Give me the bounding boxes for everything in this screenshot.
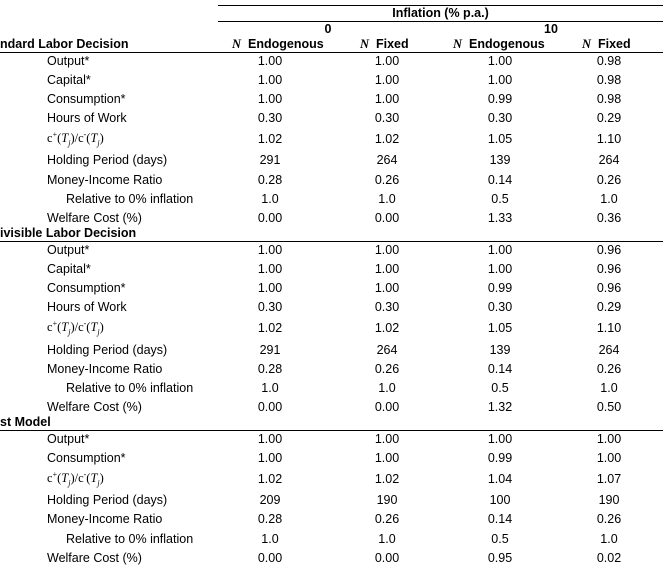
cell-value: 1.00 — [257, 281, 283, 295]
col-header-10-fixed: N Fixed — [582, 37, 631, 51]
cell-value: 1.0 — [261, 532, 279, 546]
ratio-label: $c^+(T_j)/c^-(T_j)$ — [47, 318, 104, 337]
cell-value: 1.00 — [596, 432, 622, 446]
row-label: Holding Period (days) — [47, 343, 168, 357]
cell-value: 1.00 — [257, 262, 283, 276]
inflation-10-header: 10 — [544, 22, 558, 36]
cell-value: 0.00 — [374, 400, 400, 414]
cell-value: 1.0 — [261, 381, 279, 395]
row-label: Welfare Cost (%) — [47, 211, 142, 225]
cell-value: 0.14 — [487, 362, 513, 376]
cell-value: 0.00 — [374, 211, 400, 225]
ratio-label: $c^+(T_j)/c^-(T_j)$ — [47, 129, 104, 148]
cell-value: 1.02 — [257, 321, 283, 335]
cell-value: 0.5 — [491, 381, 509, 395]
cell-value: 1.04 — [487, 472, 513, 486]
section-rule — [0, 241, 663, 242]
cell-value: 0.02 — [596, 551, 622, 565]
cell-value: 0.98 — [596, 54, 622, 68]
cell-value: 1.00 — [487, 73, 513, 87]
section-rule — [0, 52, 663, 53]
row-label: Welfare Cost (%) — [47, 551, 142, 565]
cell-value: 0.5 — [491, 192, 509, 206]
inflation-header: Inflation (% p.a.) — [392, 6, 489, 20]
cell-value: 1.00 — [257, 54, 283, 68]
cell-value: 0.14 — [487, 173, 513, 187]
row-label: Relative to 0% inflation — [66, 381, 194, 395]
cell-value: 0.96 — [596, 243, 622, 257]
ratio-label: $c^+(T_j)/c^-(T_j)$ — [47, 469, 104, 488]
cell-value: 1.0 — [378, 381, 396, 395]
cell-value: 1.00 — [487, 243, 513, 257]
cell-value: 1.32 — [487, 400, 513, 414]
cell-value: 1.00 — [374, 92, 400, 106]
col-header-0-endogenous: N Endogenous — [232, 37, 324, 51]
cell-value: 1.00 — [374, 451, 400, 465]
row-label: Output* — [47, 432, 90, 446]
cell-value: 0.26 — [596, 173, 622, 187]
row-label: Output* — [47, 243, 90, 257]
cell-value: 0.30 — [257, 111, 283, 125]
cell-value: 0.26 — [596, 362, 622, 376]
cell-value: 0.30 — [257, 300, 283, 314]
row-label: Money-Income Ratio — [47, 362, 163, 376]
cell-value: 0.98 — [596, 92, 622, 106]
row-label: Hours of Work — [47, 300, 127, 314]
cell-value: 190 — [376, 493, 398, 507]
cell-value: 1.00 — [374, 432, 400, 446]
cell-value: 0.30 — [374, 300, 400, 314]
cell-value: 0.50 — [596, 400, 622, 414]
row-label: Capital* — [47, 73, 91, 87]
cell-value: 1.00 — [257, 451, 283, 465]
cell-value: 0.99 — [487, 92, 513, 106]
cell-value: 0.28 — [257, 362, 283, 376]
cell-value: 209 — [259, 493, 281, 507]
cell-value: 0.36 — [596, 211, 622, 225]
cell-value: 190 — [598, 493, 620, 507]
cell-value: 1.02 — [257, 472, 283, 486]
cell-value: 1.0 — [378, 532, 396, 546]
cell-value: 1.10 — [596, 321, 622, 335]
section-title: ivisible Labor Decision — [0, 226, 137, 240]
cell-value: 0.26 — [374, 362, 400, 376]
cell-value: 1.00 — [487, 432, 513, 446]
cell-value: 0.29 — [596, 111, 622, 125]
cell-value: 1.05 — [487, 132, 513, 146]
cell-value: 1.0 — [600, 532, 618, 546]
cell-value: 1.0 — [600, 192, 618, 206]
cell-value: 139 — [489, 153, 511, 167]
cell-value: 1.07 — [596, 472, 622, 486]
cell-value: 0.96 — [596, 262, 622, 276]
cell-value: 1.00 — [374, 262, 400, 276]
cell-value: 0.98 — [596, 73, 622, 87]
cell-value: 1.33 — [487, 211, 513, 225]
cell-value: 1.00 — [374, 54, 400, 68]
cell-value: 0.5 — [491, 532, 509, 546]
section-title: st Model — [0, 415, 51, 429]
cell-value: 1.0 — [600, 381, 618, 395]
row-label: Consumption* — [47, 451, 126, 465]
row-label: Holding Period (days) — [47, 153, 168, 167]
cell-value: 1.0 — [378, 192, 396, 206]
cell-value: 1.00 — [374, 73, 400, 87]
row-label: Relative to 0% inflation — [66, 192, 194, 206]
cell-value: 1.00 — [487, 54, 513, 68]
cell-value: 0.95 — [487, 551, 513, 565]
col-header-10-endogenous: N Endogenous — [453, 37, 545, 51]
cell-value: 264 — [598, 343, 620, 357]
row-label: Output* — [47, 54, 90, 68]
inflation-0-header: 0 — [324, 22, 332, 36]
cell-value: 1.00 — [374, 281, 400, 295]
cell-value: 1.00 — [257, 243, 283, 257]
cell-value: 291 — [259, 153, 281, 167]
col-header-0-fixed: N Fixed — [360, 37, 409, 51]
cell-value: 1.00 — [487, 262, 513, 276]
cell-value: 0.30 — [374, 111, 400, 125]
row-label: Money-Income Ratio — [47, 173, 163, 187]
cell-value: 1.00 — [374, 243, 400, 257]
cell-value: 1.00 — [257, 92, 283, 106]
cell-value: 1.00 — [596, 451, 622, 465]
cell-value: 1.02 — [374, 472, 400, 486]
cell-value: 0.00 — [257, 551, 283, 565]
cell-value: 1.00 — [257, 73, 283, 87]
cell-value: 1.10 — [596, 132, 622, 146]
row-label: Money-Income Ratio — [47, 512, 163, 526]
cell-value: 0.28 — [257, 173, 283, 187]
row-label: Consumption* — [47, 281, 126, 295]
cell-value: 0.99 — [487, 451, 513, 465]
cell-value: 0.96 — [596, 281, 622, 295]
cell-value: 100 — [489, 493, 511, 507]
row-label: Capital* — [47, 262, 91, 276]
cell-value: 264 — [376, 153, 398, 167]
cell-value: 264 — [376, 343, 398, 357]
section-title: ndard Labor Decision — [0, 37, 129, 51]
cell-value: 139 — [489, 343, 511, 357]
cell-value: 0.26 — [374, 512, 400, 526]
cell-value: 1.05 — [487, 321, 513, 335]
cell-value: 0.99 — [487, 281, 513, 295]
row-label: Relative to 0% inflation — [66, 532, 194, 546]
cell-value: 291 — [259, 343, 281, 357]
cell-value: 1.00 — [257, 432, 283, 446]
section-rule — [0, 430, 663, 431]
cell-value: 0.00 — [374, 551, 400, 565]
cell-value: 1.0 — [261, 192, 279, 206]
cell-value: 1.02 — [374, 132, 400, 146]
cell-value: 1.02 — [257, 132, 283, 146]
row-label: Consumption* — [47, 92, 126, 106]
row-label: Holding Period (days) — [47, 493, 168, 507]
cell-value: 0.28 — [257, 512, 283, 526]
cell-value: 0.26 — [374, 173, 400, 187]
cell-value: 0.00 — [257, 211, 283, 225]
cell-value: 0.00 — [257, 400, 283, 414]
row-label: Welfare Cost (%) — [47, 400, 142, 414]
cell-value: 0.26 — [596, 512, 622, 526]
cell-value: 264 — [598, 153, 620, 167]
cell-value: 1.02 — [374, 321, 400, 335]
cell-value: 0.30 — [487, 300, 513, 314]
cell-value: 0.30 — [487, 111, 513, 125]
cell-value: 0.29 — [596, 300, 622, 314]
row-label: Hours of Work — [47, 111, 127, 125]
cell-value: 0.14 — [487, 512, 513, 526]
